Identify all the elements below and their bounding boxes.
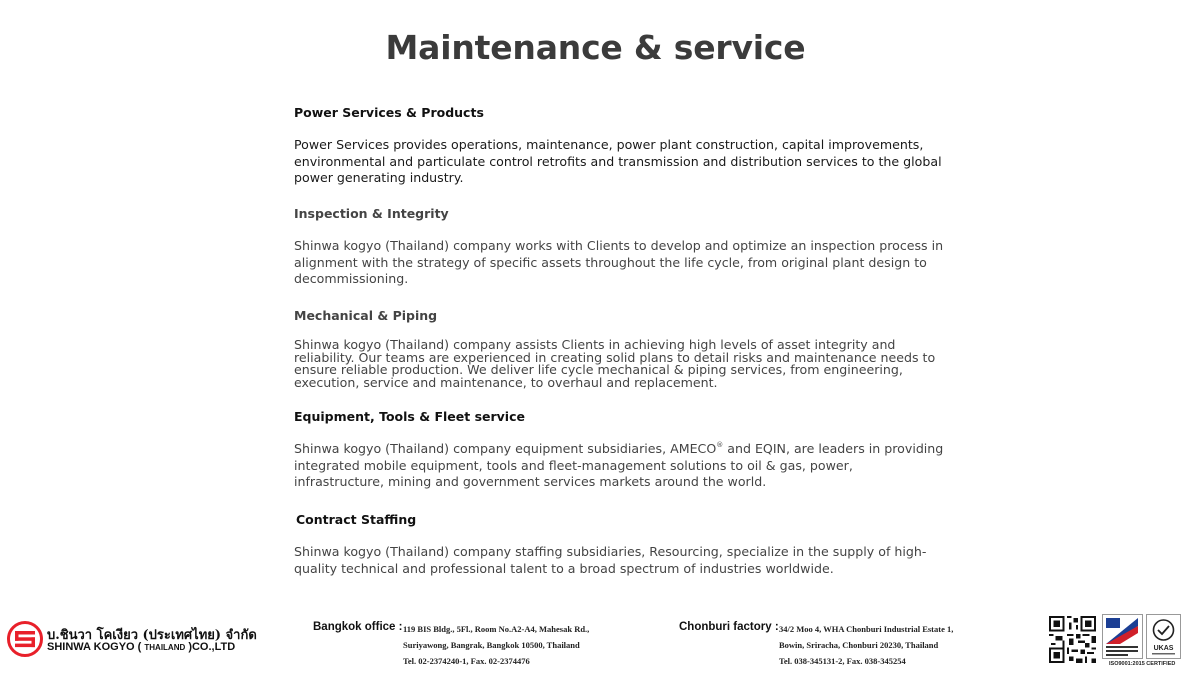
- chonburi-phone: Tel. 038-345131-2, Fax. 038-345254: [779, 656, 906, 666]
- chonburi-address-line2: Bowin, Sriracha, Chonburi 20230, Thailand: [779, 640, 939, 650]
- qr-code-icon: [1049, 616, 1096, 663]
- shinwa-logo-icon: [7, 621, 43, 657]
- bangkok-address-line1: 119 BIS Bldg., 5Fl., Room No.A2-A4, Mahesak Rd.,: [403, 624, 590, 634]
- company-name-thai: บ.ชินวา โคเงียว (ประเทศไทย) จำกัด: [47, 628, 257, 643]
- company-en-end: )CO.,LTD: [185, 641, 236, 653]
- section-body-inspection: Shinwa kogyo (Thailand) company works with Clients to develop and optimize an inspection process in alignment with the strategy of specific assets throughout the life cycle, from original plant design to decommissioning.: [294, 238, 944, 286]
- bangkok-office-label: Bangkok office :: [313, 621, 403, 633]
- section-heading-staffing: Contract Staffing: [296, 512, 417, 527]
- ukas-text: UKAS: [1153, 645, 1174, 652]
- company-en-main: SHINWA KOGYO (: [47, 641, 145, 653]
- certification-marks-icon: [1102, 614, 1182, 660]
- bangkok-address-line2: Suriyawong, Bangrak, Bangkok 10500, Thailand: [403, 640, 580, 650]
- section-heading-equipment: Equipment, Tools & Fleet service: [294, 409, 525, 424]
- page-title: Maintenance & service: [385, 28, 806, 67]
- equipment-body-end: and EQIN, are leaders in providing integrated mobile equipment, tools and fleet-management solutions to oil & gas, power, infrastructure, mining and government services markets around the world.: [294, 441, 944, 489]
- chonburi-factory-label: Chonburi factory :: [679, 621, 779, 633]
- section-body-staffing: Shinwa kogyo (Thailand) company staffing subsidiaries, Resourcing, specialize in the supply of high-quality technical and professional talent to a broad spectrum of industries worldwide.: [294, 544, 927, 576]
- registered-mark: ®: [716, 441, 724, 449]
- section-body-equipment: [294, 441, 944, 491]
- section-heading-power-services: Power Services & Products: [294, 105, 484, 120]
- section-body-mechanical: Shinwa kogyo (Thailand) company assists Clients in achieving high levels of asset integrity and reliability. Our teams are experienced in creating solid plans to detail risks and maintenance needs to ensure reliable production. We deliver life cycle mechanical & piping services, from engineering, execution, service and maintenance, to overhaul and replacement.: [294, 337, 936, 390]
- section-body-power-services: Power Services provides operations, maintenance, power plant construction, capital improvements, environmental and particulate control retrofits and transmission and distribution services to the global power generating industry.: [294, 137, 942, 185]
- section-heading-mechanical: Mechanical & Piping: [294, 308, 438, 323]
- bangkok-phone: Tel. 02-2374240-1, Fax. 02-2374476: [403, 656, 530, 666]
- iso-certified-caption: ISO9001:2015 CERTIFIED: [1109, 661, 1176, 667]
- company-name-english: [47, 641, 235, 653]
- equipment-body-start: Shinwa kogyo (Thailand) company equipment subsidiaries, AMECO: [294, 441, 717, 456]
- section-heading-inspection: Inspection & Integrity: [294, 206, 449, 221]
- company-en-small: THAILAND: [144, 643, 186, 652]
- chonburi-address-line1: 34/2 Moo 4, WHA Chonburi Industrial Estate 1,: [779, 624, 954, 634]
